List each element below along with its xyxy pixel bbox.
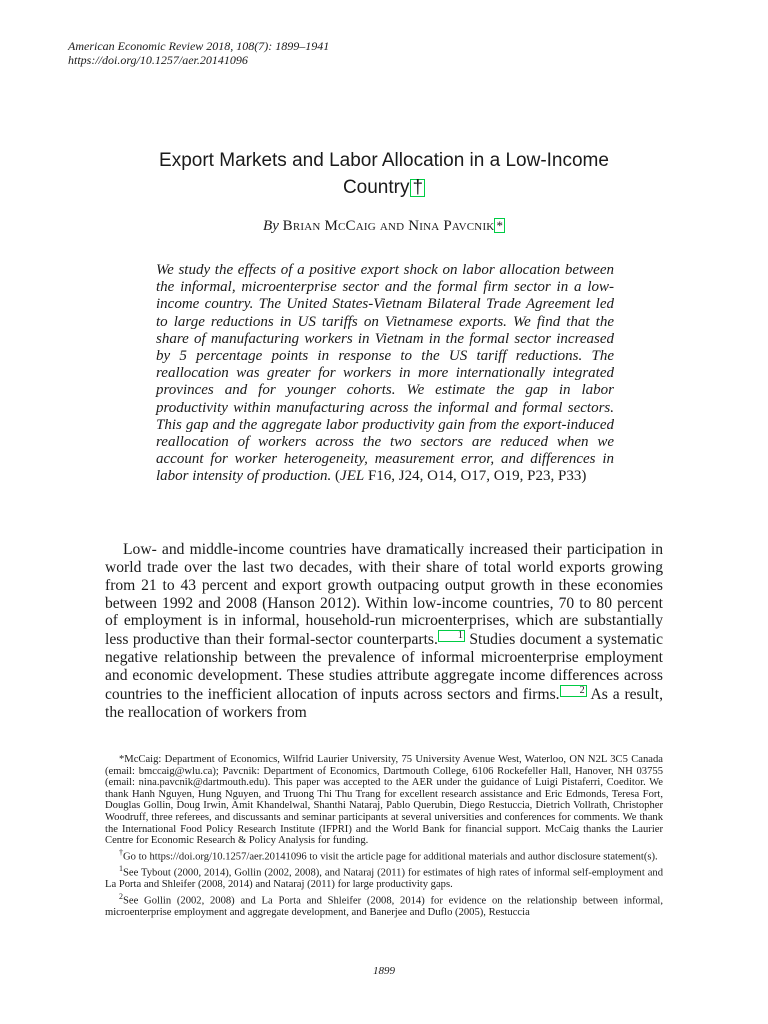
footnote-author: *McCaig: Department of Economics, Wilfrid Laurier University, 75 University Avenue West, Waterloo, ON N2L 3C5 Canada (email: bmccaig@wlu.ca); Pavcnik: Department of Economics, Dartmouth College, 6106 Rockefeller Hall, Hanover, NH 03755 (email: nina.pavcnik@dartmouth.edu). This paper was accepted to the AER under the guidance of Luigi Pistaferri, Coeditor. We thank Hanh Nguyen, Hung Nguyen, and Truong Thi Thu Trang for excellent research assistance and Eric Edmonds, Teresa Fort, Douglas Gollin, Doug Irwin, Amit Khandelwal, Shanthi Nataraj, Pablo Querubin, Diego Restuccia, Dietrich Vollrath, Christopher Woodruff, three referees, and discussants and seminar participants at several universities and conferences for comments. We thank the International Food Policy Research Institute (IFPRI) and the World Bank for financial support. McCaig thanks the Laurier Centre for Economic Research & Policy Analysis for funding.	[105, 754, 663, 847]
abstract-text: We study the effects of a positive export shock on labor allocation between the informal, microenterprise sector and the formal firm sector in a low-income country. The United States-Vietnam Bilateral Trade Agreement led to large reductions in US tariffs on Vietnamese exports. We find that the share of manufacturing workers in Vietnam in the formal sector increased by 5 percentage points in response to the US tariff reductions. The reallocation was greater for workers in more internationally integrated provinces and for younger cohorts. We estimate the gap in labor productivity within manufacturing across the informal and formal sectors. This gap and the aggregate labor productivity gain from the export-induced reallocation of workers across the two sectors are reduced when we account for worker heterogeneity, measurement error, and differences in labor intensity of production.	[156, 262, 614, 485]
footnote-2: $^2$See Gollin (2002, 2008) and La Porta and Shleifer (2008, 2014) for evidence on the relationship between informal, microenterprise employment and aggregate development, and Banerjee and Duflo (2005), Restuccia	[105, 891, 663, 918]
paper-title	[100, 147, 668, 201]
dagger-footnote-link[interactable]: †	[412, 177, 424, 198]
footnotes	[105, 754, 663, 918]
jel-label: JEL	[340, 468, 365, 485]
author-footnote-link[interactable]: *	[496, 218, 503, 233]
journal-citation: American Economic Review 2018, 108(7): 1899–1941	[68, 39, 330, 53]
footnote-dagger: †Go to https://doi.org/10.1257/aer.20141096 to visit the article page for additional materials and author disclosure statement(s).	[119, 847, 658, 863]
author-names: Brian McCaig and Nina Pavcnik	[282, 218, 495, 234]
byline	[100, 218, 668, 235]
body-text-3: As a result, the reallocation of workers from	[105, 686, 663, 721]
doi-line[interactable]: https://doi.org/10.1257/aer.20141096	[68, 53, 248, 67]
footnote-1: $^1$See Tybout (2000, 2014), Gollin (2002, 2008), and Nataraj (2011) for estimates of high rates of informal self-employment and La Porta and Shleifer (2008, 2014) and Nataraj (2011) for large productivity gaps.	[105, 863, 663, 890]
footnote-ref-1[interactable]: 1	[438, 630, 465, 642]
journal-header	[68, 39, 329, 67]
body-text-1: Low- and middle-income countries have dramatically increased their participation in world trade over the last two decades, with their share of total world exports growing from 21 to 43 percent and export growth outpacing output growth in these economies between 1992 and 2008 (Hanson 2012). Within low-income countries, 70 to 80 percent of employment is in informal, household-run microenterprises, which are substantially less productive than their formal-sector counterparts.	[105, 541, 663, 649]
abstract	[156, 262, 614, 486]
jel-codes: (JEL F16, J24, O14, O17, O19, P23, P33)	[335, 468, 587, 485]
footnote-ref-2[interactable]: 2	[560, 685, 587, 697]
body-text-2: Studies document a systematic negative relationship between the prevalence of informal microenterprise employment and economic development. These studies attribute aggregate income differences across countries to the inefficient allocation of inputs across sectors and firms.	[105, 631, 663, 704]
body-paragraph	[105, 541, 663, 722]
byline-by: By	[263, 218, 279, 234]
page-number: 1899	[373, 965, 395, 977]
title-line-1: Export Markets and Labor Allocation in a Low-Income	[159, 150, 609, 171]
title-line-2: Country	[342, 177, 410, 198]
